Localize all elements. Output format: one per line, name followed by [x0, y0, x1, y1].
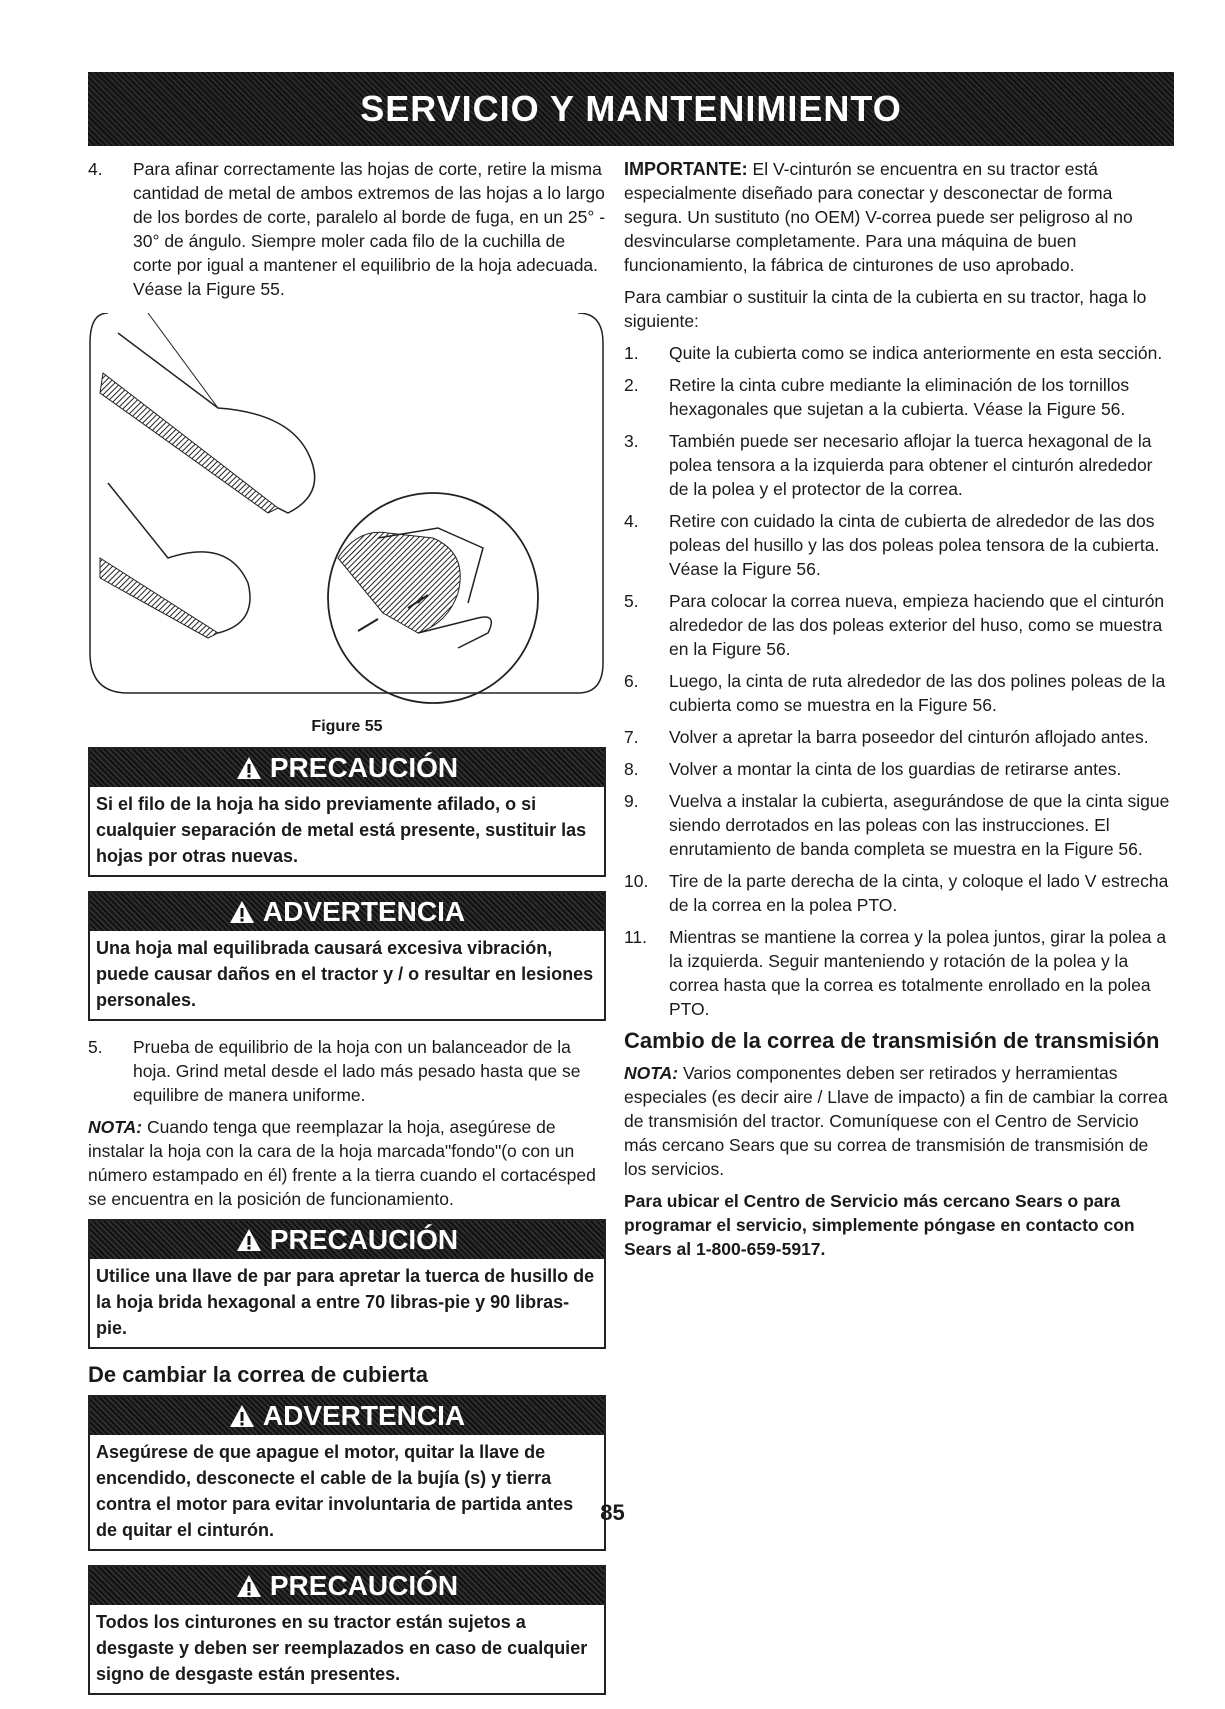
warning-title: ADVERTENCIA: [262, 896, 466, 927]
step-number: 4.: [624, 511, 639, 531]
step-text: Tire de la parte derecha de la cinta, y coloque el lado V estrecha de la correa en la polea PTO.: [669, 871, 1169, 915]
caution-header: [90, 1221, 604, 1259]
warning-triangle-icon: [236, 756, 262, 780]
step-item: [624, 341, 1174, 365]
step-number: 5.: [88, 1037, 103, 1057]
figure-caption: Figure 55: [311, 718, 383, 735]
caution-box-2: [88, 1219, 606, 1349]
step-text: Luego, la cinta de ruta alrededor de las dos polines poleas de la cubierta como se muestra en la Figure 56.: [669, 671, 1166, 715]
transmission-note: [624, 1061, 1174, 1181]
caution-header: [90, 749, 604, 787]
caution-title: PRECAUCIÓN: [269, 1570, 459, 1601]
step-text: Prueba de equilibrio de la hoja con un balanceador de la hoja. Grind metal desde el lado más pesado hasta que se equilibre de manera uniforme.: [133, 1037, 581, 1105]
warning-text: Una hoja mal equilibrada causará excesiva vibración, puede causar daños en el tractor y / o resultar en lesiones personales.: [96, 938, 594, 1010]
warning-triangle-icon: [229, 900, 255, 924]
note-text: Cuando tenga que reemplazar la hoja, asegúrese de instalar la hoja con la cara de la hoja marcada"fondo"(o con un número estampado en él) frente a la tierra cuando el cortacésped se encuentra en la posición de funcionamiento.: [88, 1117, 596, 1209]
step-item: [624, 925, 1174, 1021]
step-item: [624, 757, 1174, 781]
deck-belt-intro: Para cambiar o sustituir la cinta de la cubierta en su tractor, haga lo siguiente:: [624, 287, 1147, 331]
step-text: Mientras se mantiene la correa y la polea juntos, girar la polea a la izquierda. Seguir manteniendo y rotación de la polea y la correa hasta que la correa es totalmente enrollado en la polea PTO.: [669, 927, 1167, 1019]
step-text: Para afinar correctamente las hojas de corte, retire la misma cantidad de metal de ambos extremos de las hojas a lo largo de los bordes de corte, paralelo al borde de fuga, en un 25° - 30° de ángulo. Siempre moler cada filo de la cuchilla de corte por igual a mantener el equilibrio de la hoja adecuada. Véase la Figure 55.: [133, 159, 606, 299]
warning-triangle-icon: [229, 1404, 255, 1428]
step-number: 9.: [624, 791, 639, 811]
step-number: 7.: [624, 727, 639, 747]
step-4: [88, 157, 606, 301]
note-label: NOTA:: [88, 1117, 143, 1137]
blade-figure: [88, 313, 606, 705]
step-number: 11.: [624, 927, 648, 947]
caution-header: [90, 1567, 604, 1605]
warning-box-2: [88, 1395, 606, 1551]
important-note: [624, 157, 1174, 277]
step-text: Volver a montar la cinta de los guardias de retirarse antes.: [669, 759, 1122, 779]
warning-triangle-icon: [236, 1574, 262, 1598]
step-item: [624, 589, 1174, 661]
step-item: [624, 789, 1174, 861]
important-text: El V-cinturón se encuentra en su tractor está especialmente diseñado para conectar y desconectar de forma segura. Un sustituto (no OEM) V-correa puede ser peligroso al no desvincularse completamente. Para una máquina de buen funcionamiento, la fábrica de cinturones de uso aprobado.: [624, 159, 1133, 275]
step-text: También puede ser necesario aflojar la tuerca hexagonal de la polea tensora a la izquierda para obtener el cinturón alrededor de la polea y el protector de la correa.: [669, 431, 1153, 499]
warning-title: ADVERTENCIA: [262, 1400, 466, 1431]
note-label: NOTA:: [624, 1063, 679, 1083]
important-label: IMPORTANTE:: [624, 159, 748, 179]
page-title: SERVICIO Y MANTENIMIENTO: [360, 88, 902, 129]
step-item: [624, 869, 1174, 917]
service-contact: Para ubicar el Centro de Servicio más cercano Sears o para programar el servicio, simplemente póngase en contacto con Sears al 1-800-659-5917.: [624, 1191, 1135, 1259]
step-text: Retire con cuidado la cinta de cubierta de alrededor de las dos poleas del husillo y las dos poleas polea tensora de la cubierta. Véase la Figure 56.: [669, 511, 1160, 579]
step-number: 3.: [624, 431, 639, 451]
note-text: Varios componentes deben ser retirados y herramientas especiales (es decir aire / Llave de impacto) a fin de cambiar la correa de transmisión del tractor. Comuníquese con el Centro de Servicio más cercano Sears que su correa de transmisión de transmisión de los servicios.: [624, 1063, 1168, 1179]
warning-header: [90, 1397, 604, 1435]
warning-header: [90, 893, 604, 931]
step-text: Quite la cubierta como se indica anteriormente en esta sección.: [669, 343, 1163, 363]
caution-title: PRECAUCIÓN: [269, 1224, 459, 1255]
step-number: 4.: [88, 159, 103, 179]
warning-box-1: [88, 891, 606, 1021]
page-header-banner: [88, 72, 1174, 146]
step-5: [88, 1035, 606, 1107]
blade-sharpening-illustration: [88, 313, 606, 705]
right-column: [624, 157, 1174, 1269]
step-text: Volver a apretar la barra poseedor del cinturón aflojado antes.: [669, 727, 1149, 747]
caution-text: Si el filo de la hoja ha sido previamente afilado, o si cualquier separación de metal está presente, sustituir las hojas por otras nuevas.: [96, 794, 587, 866]
step-number: 8.: [624, 759, 639, 779]
step-item: [624, 725, 1174, 749]
caution-text: Utilice una llave de par para apretar la tuerca de husillo de la hoja brida hexagonal a entre 70 libras-pie y 90 libras-pie.: [96, 1266, 595, 1338]
step-item: [624, 509, 1174, 581]
caution-text: Todos los cinturones en su tractor están sujetos a desgaste y deben ser reemplazados en caso de cualquier signo de desgaste están presentes.: [96, 1612, 588, 1684]
step-number: 2.: [624, 375, 639, 395]
step-item: [624, 373, 1174, 421]
step-text: Vuelva a instalar la cubierta, asegurándose de que la cinta sigue siendo derrotados en las poleas con las instrucciones. El enrutamiento de banda completa se muestra en la Figure 56.: [669, 791, 1170, 859]
blade-note: [88, 1115, 606, 1211]
warning-text: Asegúrese de que apague el motor, quitar la llave de encendido, desconecte el cable de la bujía (s) y tierra contra el motor para evitar involuntaria de partida antes de quitar el cinturón.: [96, 1442, 574, 1540]
deck-belt-steps: [624, 341, 1174, 1021]
step-item: [624, 669, 1174, 717]
section-heading: De cambiar la correa de cubierta: [88, 1362, 428, 1387]
warning-triangle-icon: [236, 1228, 262, 1252]
caution-box-1: [88, 747, 606, 877]
step-number: 10.: [624, 871, 649, 891]
left-column: [88, 157, 606, 1709]
section-heading: Cambio de la correa de transmisión de transmisión: [624, 1028, 1160, 1053]
step-number: 6.: [624, 671, 639, 691]
step-number: 5.: [624, 591, 639, 611]
caution-title: PRECAUCIÓN: [269, 752, 459, 783]
step-text: Para colocar la correa nueva, empieza haciendo que el cinturón alrededor de las dos poleas exterior del huso, como se muestra en la Figure 56.: [669, 591, 1165, 659]
step-number: 1.: [624, 343, 639, 363]
step-text: Retire la cinta cubre mediante la eliminación de los tornillos hexagonales que sujetan a la cubierta. Véase la Figure 56.: [669, 375, 1130, 419]
step-item: [624, 429, 1174, 501]
page-number: 85: [600, 1500, 625, 1525]
